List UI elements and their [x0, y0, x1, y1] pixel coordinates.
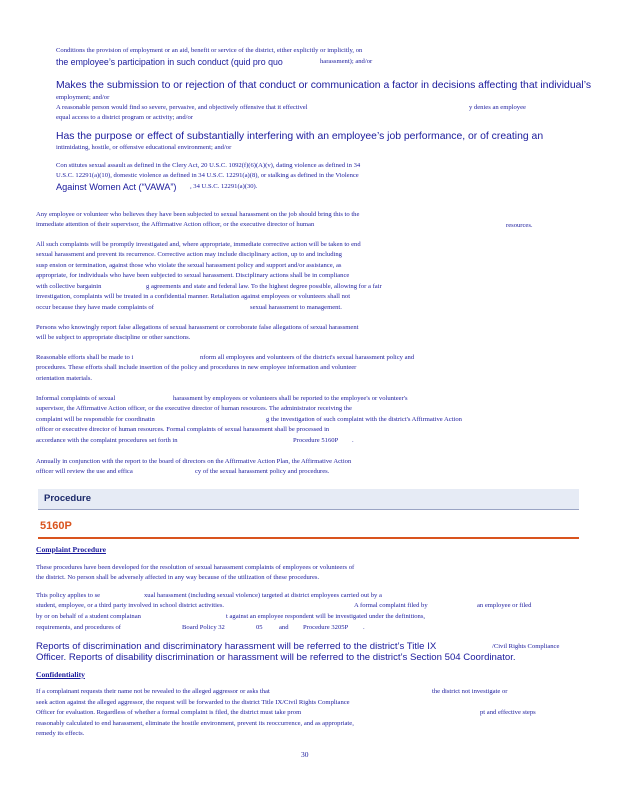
paragraph-line: will be subject to appropriate discipline or other sanctions.	[36, 334, 191, 341]
paragraph-line: susp ension or termination, against those who violate the sexual harassment policy and support and/or assistance, as	[36, 262, 342, 269]
paragraph-line: Informal complaints of sexual	[36, 395, 116, 402]
bullet-text: y denies an employee	[469, 104, 526, 111]
paragraph-line: Annually in conjunction with the report to the board of directors on the Affirmative Action Plan, the Affirmative Action	[36, 458, 352, 465]
bullet-text: harassment); and/or	[320, 58, 373, 65]
bullet-text: A reasonable person would find so severe, pervasive, and objectively offensive that it effectivel	[56, 104, 308, 111]
page-number: 30	[301, 750, 309, 759]
paragraph-line: All such complaints will be promptly investigated and, where appropriate, immediate corrective action will be taken to end	[36, 241, 361, 248]
bullet-text: intimidating, hostile, or offensive educational environment; and/or	[56, 144, 232, 151]
paragraph-line: student, employee, or a third party involved in school district activities.	[36, 602, 225, 609]
paragraph-line: and	[279, 624, 289, 631]
paragraph-line: Persons who knowingly report false allegations of sexual harassment or corroborate false allegations of sexual harassment	[36, 324, 359, 331]
bullet-text: , 34 U.S.C. 12291(a)(30).	[190, 183, 258, 190]
procedure-link[interactable]: Procedure 3205P	[303, 624, 349, 631]
procedure-link[interactable]: Procedure 5160P	[293, 437, 339, 444]
paragraph-line: the district. No person shall be adversely affected in any way because of the utilization of these procedures.	[36, 574, 320, 581]
bullet-text: U.S.C. 12291(a)(10), domestic violence as defined in 34 U.S.C. 12291(a)(8), or stalking as defined in the Violence	[56, 172, 359, 179]
paragraph-line: the district not investigate or	[432, 688, 508, 695]
paragraph-line: t against an employee respondent will be investigated under the definitions,	[226, 613, 426, 620]
paragraph-line: nform all employees and volunteers of the district's sexual harassment policy and	[200, 354, 415, 361]
paragraph-line: procedures. These efforts shall include insertion of the policy and procedures in new employee information and volunteer	[36, 364, 357, 371]
paragraph-line: by or on behalf of a student complainan	[36, 613, 141, 620]
reports-line: /Civil Rights Compliance	[492, 643, 560, 650]
paragraph-line: officer will review the use and effica	[36, 468, 133, 475]
paragraph-line: orientation materials.	[36, 375, 93, 382]
reports-line: Officer. Reports of disability discrimination or harassment will be referred to the district’s Section 504 Coordinator.	[36, 652, 516, 663]
paragraph-line: A formal complaint filed by	[354, 602, 428, 609]
bullet-text: Makes the submission to or rejection of that conduct or communication a factor in decisions affecting that individual’s	[56, 80, 592, 91]
paragraph-line: supervisor, the Affirmative Action officer, or the executive director of human resources. The administrator receiving the	[36, 405, 352, 412]
paragraph-line: sexual harassment and prevent its recurrence. Corrective action may include disciplinary action, up to and including	[36, 251, 342, 258]
paragraph-line: investigation, complaints will be treated in a confidential manner. Retaliation against employees or volunteers shall not	[36, 293, 351, 300]
confidentiality-heading: Confidentiality	[36, 670, 85, 679]
paragraph-line: seek action against the alleged aggressor, the request will be forwarded to the district Title IX/Civil Rights Compliance	[36, 699, 350, 706]
bullet-text: employment; and/or	[56, 94, 110, 101]
paragraph-line: harassment by employees or volunteers shall be reported to the employee's or volunteer's	[173, 395, 408, 402]
paragraph-line: with collective bargainin	[36, 283, 102, 290]
paragraph-line: g the investigation of such complaint with the district's Affirmative Action	[266, 416, 462, 423]
paragraph-line: reasonably calculated to end harassment, eliminate the hostile environment, prevent its reoccurrence, and as appropriate,	[36, 720, 354, 727]
paragraph-line: g agreements and state and federal law. To the highest degree possible, allowing for a fair	[146, 283, 382, 290]
complaint-heading: Complaint Procedure	[36, 545, 106, 554]
paragraph-line: Officer for evaluation. Regardless of whether a formal complaint is filed, the district must take prom	[36, 709, 302, 716]
paragraph-line: cy of the sexual harassment policy and procedures.	[195, 468, 330, 475]
paragraph-line: If a complainant requests their name not be revealed to the alleged aggressor or asks that	[36, 688, 270, 695]
paragraph-line: pt and effective steps	[480, 709, 536, 716]
bullet-text: Against Women Act (“VAWA”)	[56, 182, 177, 192]
paragraph-line: This policy applies to se	[36, 592, 101, 599]
paragraph-line: occur because they have made complaints of	[36, 304, 154, 311]
policy-code: 5160P	[40, 520, 72, 532]
paragraph-line: immediate attention of their supervisor, the Affirmative Action officer, or the executive director of human	[36, 221, 315, 228]
paragraph-line: xual harassment (including sexual violence) targeted at district employees carried out by a	[144, 592, 382, 599]
paragraph-line: accordance with the complaint procedures set forth in	[36, 437, 178, 444]
board-policy-link[interactable]: Board Policy 32	[182, 624, 225, 631]
divider	[38, 537, 579, 539]
paragraph-line: appropriate, for individuals who have been subjected to sexual harassment. Disciplinary actions shall be in compliance	[36, 272, 350, 279]
paragraph-line: Any employee or volunteer who believes they have been subjected to sexual harassment on the job should bring this to the	[36, 211, 360, 218]
bullet-text: Conditions the provision of employment or an aid, benefit or service of the district, either explicitly or implicitly, on	[56, 47, 363, 54]
bullet-text: equal access to a district program or activity; and/or	[56, 114, 193, 121]
section-header-title: Procedure	[44, 493, 91, 504]
section-header-bar	[38, 489, 579, 510]
reports-line: Reports of discrimination and discriminatory harassment will be referred to the district’s Title IX	[36, 641, 437, 652]
paragraph-line: officer or executive director of human resources. Formal complaints of sexual harassment shall be processed in	[36, 426, 330, 433]
paragraph-line: complaint will be responsible for coordinatin	[36, 416, 155, 423]
paragraph-line: These procedures have been developed for the resolution of sexual harassment complaints of employees or volunteers of	[36, 564, 355, 571]
paragraph-line: sexual harassment to management.	[250, 304, 342, 311]
paragraph-line: .	[363, 624, 365, 631]
paragraph-line: Reasonable efforts shall be made to i	[36, 354, 134, 361]
paragraph-line: an employee or filed	[477, 602, 532, 609]
paragraph-line: resources.	[506, 222, 533, 229]
bullet-text: Con stitutes sexual assault as defined in the Clery Act, 20 U.S.C. 1092(f)(6)(A)(v), dating violence as defined in 34	[56, 162, 361, 169]
board-policy-link[interactable]: 05	[256, 624, 263, 631]
bullet-text: Has the purpose or effect of substantially interfering with an employee’s job performance, or of creating an	[56, 131, 544, 142]
paragraph-line: remedy its effects.	[36, 730, 85, 737]
bullet-text: the employee’s participation in such conduct (quid pro quo	[56, 57, 283, 67]
paragraph-line: .	[352, 437, 354, 444]
paragraph-line: requirements, and procedures of	[36, 624, 121, 631]
